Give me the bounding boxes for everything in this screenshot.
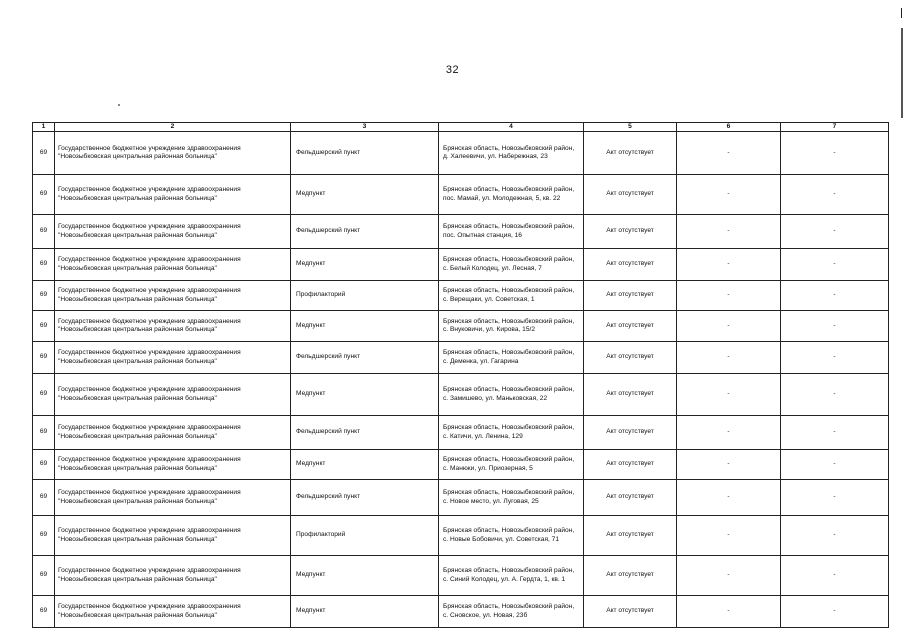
organization-cell: Государственное бюджетное учреждение здравоохранения "Новозыбковская центральная районная больница" xyxy=(55,311,291,342)
address-cell: Брянская область, Новозыбковский район, с. Сновское, ул. Новая, 23б xyxy=(439,596,584,628)
address-cell: Брянская область, Новозыбковский район, с. Внуковичи, ул. Кирова, 15/2 xyxy=(439,311,584,342)
column-7-cell: - xyxy=(781,132,889,175)
table-row xyxy=(33,374,889,416)
address-cell: Брянская область, Новозыбковский район, с. Манюки, ул. Приозерная, 5 xyxy=(439,450,584,480)
table-body xyxy=(33,132,889,628)
act-status-cell: Акт отсутствует xyxy=(584,450,677,480)
facility-type-cell: Медпункт xyxy=(291,175,439,215)
page-number: 32 xyxy=(445,64,460,76)
act-status-cell: Акт отсутствует xyxy=(584,281,677,311)
organization-cell: Государственное бюджетное учреждение здравоохранения "Новозыбковская центральная районная больница" xyxy=(55,450,291,480)
column-header-2: 2 xyxy=(55,123,291,132)
act-status-cell: Акт отсутствует xyxy=(584,556,677,596)
organization-cell: Государственное бюджетное учреждение здравоохранения "Новозыбковская центральная районная больница" xyxy=(55,416,291,450)
facility-type-cell: Медпункт xyxy=(291,556,439,596)
organization-cell: Государственное бюджетное учреждение здравоохранения "Новозыбковская центральная районная больница" xyxy=(55,596,291,628)
act-status-cell: Акт отсутствует xyxy=(584,342,677,374)
organization-cell: Государственное бюджетное учреждение здравоохранения "Новозыбковская центральная районная больница" xyxy=(55,374,291,416)
facility-type-cell: Фельдшерский пункт xyxy=(291,342,439,374)
column-header-6: 6 xyxy=(677,123,781,132)
column-6-cell: - xyxy=(677,311,781,342)
column-6-cell: - xyxy=(677,342,781,374)
organization-cell: Государственное бюджетное учреждение здравоохранения "Новозыбковская центральная районная больница" xyxy=(55,215,291,249)
row-number-cell: 69 xyxy=(33,416,55,450)
address-cell: Брянская область, Новозыбковский район, д. Халеевичи, ул. Набережная, 23 xyxy=(439,132,584,175)
facility-type-cell: Фельдшерский пункт xyxy=(291,132,439,175)
table-row xyxy=(33,342,889,374)
column-7-cell: - xyxy=(781,450,889,480)
act-status-cell: Акт отсутствует xyxy=(584,215,677,249)
table-row xyxy=(33,480,889,516)
act-status-cell: Акт отсутствует xyxy=(584,416,677,450)
address-cell: Брянская область, Новозыбковский район, пос. Мамай, ул. Молодежная, 5, кв. 22 xyxy=(439,175,584,215)
row-number-cell: 69 xyxy=(33,132,55,175)
table-row xyxy=(33,281,889,311)
organization-cell: Государственное бюджетное учреждение здравоохранения "Новозыбковская центральная районная больница" xyxy=(55,132,291,175)
column-header-3: 3 xyxy=(291,123,439,132)
act-status-cell: Акт отсутствует xyxy=(584,249,677,281)
table-row xyxy=(33,516,889,556)
column-7-cell: - xyxy=(781,311,889,342)
row-number-cell: 69 xyxy=(33,516,55,556)
facility-type-cell: Медпункт xyxy=(291,450,439,480)
facility-type-cell: Медпункт xyxy=(291,374,439,416)
table-row xyxy=(33,416,889,450)
column-7-cell: - xyxy=(781,556,889,596)
address-cell: Брянская область, Новозыбковский район, пос. Опытная станция, 16 xyxy=(439,215,584,249)
facility-type-cell: Медпункт xyxy=(291,249,439,281)
column-6-cell: - xyxy=(677,215,781,249)
organization-cell: Государственное бюджетное учреждение здравоохранения "Новозыбковская центральная районная больница" xyxy=(55,249,291,281)
column-7-cell: - xyxy=(781,480,889,516)
organization-cell: Государственное бюджетное учреждение здравоохранения "Новозыбковская центральная районная больница" xyxy=(55,480,291,516)
table-row xyxy=(33,556,889,596)
column-6-cell: - xyxy=(677,416,781,450)
address-cell: Брянская область, Новозыбковский район, с. Замишево, ул. Маньковская, 22 xyxy=(439,374,584,416)
address-cell: Брянская область, Новозыбковский район, с. Новое место, ул. Луговая, 25 xyxy=(439,480,584,516)
column-6-cell: - xyxy=(677,480,781,516)
row-number-cell: 69 xyxy=(33,450,55,480)
table-row xyxy=(33,450,889,480)
column-7-cell: - xyxy=(781,281,889,311)
column-7-cell: - xyxy=(781,215,889,249)
address-cell: Брянская область, Новозыбковский район, с. Катичи, ул. Ленина, 129 xyxy=(439,416,584,450)
organization-cell: Государственное бюджетное учреждение здравоохранения "Новозыбковская центральная районная больница" xyxy=(55,342,291,374)
column-6-cell: - xyxy=(677,374,781,416)
column-6-cell: - xyxy=(677,281,781,311)
column-6-cell: - xyxy=(677,132,781,175)
column-7-cell: - xyxy=(781,249,889,281)
column-7-cell: - xyxy=(781,516,889,556)
facility-type-cell: Профилакторий xyxy=(291,516,439,556)
row-number-cell: 69 xyxy=(33,175,55,215)
act-status-cell: Акт отсутствует xyxy=(584,132,677,175)
organization-cell: Государственное бюджетное учреждение здравоохранения "Новозыбковская центральная районная больница" xyxy=(55,281,291,311)
act-status-cell: Акт отсутствует xyxy=(584,516,677,556)
table-row xyxy=(33,175,889,215)
row-number-cell: 69 xyxy=(33,556,55,596)
act-status-cell: Акт отсутствует xyxy=(584,480,677,516)
table-row xyxy=(33,311,889,342)
facility-type-cell: Фельдшерский пункт xyxy=(291,416,439,450)
row-number-cell: 69 xyxy=(33,281,55,311)
column-7-cell: - xyxy=(781,596,889,628)
facility-type-cell: Медпункт xyxy=(291,311,439,342)
act-status-cell: Акт отсутствует xyxy=(584,311,677,342)
organization-cell: Государственное бюджетное учреждение здравоохранения "Новозыбковская центральная районная больница" xyxy=(55,175,291,215)
column-7-cell: - xyxy=(781,175,889,215)
column-7-cell: - xyxy=(781,342,889,374)
column-header-5: 5 xyxy=(584,123,677,132)
act-status-cell: Акт отсутствует xyxy=(584,175,677,215)
facility-type-cell: Фельдшерский пункт xyxy=(291,215,439,249)
address-cell: Брянская область, Новозыбковский район, с. Синий Колодец, ул. А. Гердта, 1, кв. 1 xyxy=(439,556,584,596)
column-6-cell: - xyxy=(677,556,781,596)
row-number-cell: 69 xyxy=(33,249,55,281)
scan-speck xyxy=(118,104,120,106)
header-row xyxy=(33,123,889,132)
column-header-7: 7 xyxy=(781,123,889,132)
row-number-cell: 69 xyxy=(33,215,55,249)
column-header-4: 4 xyxy=(439,123,584,132)
row-number-cell: 69 xyxy=(33,480,55,516)
column-6-cell: - xyxy=(677,175,781,215)
table-row xyxy=(33,132,889,175)
address-cell: Брянская область, Новозыбковский район, с. Белый Колодец, ул. Лесная, 7 xyxy=(439,249,584,281)
column-6-cell: - xyxy=(677,249,781,281)
facility-type-cell: Медпункт xyxy=(291,596,439,628)
column-header-1: 1 xyxy=(33,123,55,132)
organization-cell: Государственное бюджетное учреждение здравоохранения "Новозыбковская центральная районная больница" xyxy=(55,556,291,596)
table-row xyxy=(33,249,889,281)
row-number-cell: 69 xyxy=(33,342,55,374)
facilities-table xyxy=(32,122,889,628)
column-7-cell: - xyxy=(781,374,889,416)
column-7-cell: - xyxy=(781,416,889,450)
facility-type-cell: Профилакторий xyxy=(291,281,439,311)
organization-cell: Государственное бюджетное учреждение здравоохранения "Новозыбковская центральная районная больница" xyxy=(55,516,291,556)
column-6-cell: - xyxy=(677,450,781,480)
address-cell: Брянская область, Новозыбковский район, с. Верещаки, ул. Советская, 1 xyxy=(439,281,584,311)
act-status-cell: Акт отсутствует xyxy=(584,374,677,416)
row-number-cell: 69 xyxy=(33,374,55,416)
row-number-cell: 69 xyxy=(33,596,55,628)
act-status-cell: Акт отсутствует xyxy=(584,596,677,628)
table-row xyxy=(33,215,889,249)
row-number-cell: 69 xyxy=(33,311,55,342)
address-cell: Брянская область, Новозыбковский район, с. Деменка, ул. Гагарина xyxy=(439,342,584,374)
column-6-cell: - xyxy=(677,516,781,556)
scan-edge-mark xyxy=(901,8,902,18)
address-cell: Брянская область, Новозыбковский район, с. Новые Бобовичи, ул. Советская, 71 xyxy=(439,516,584,556)
facility-type-cell: Фельдшерский пункт xyxy=(291,480,439,516)
table-row xyxy=(33,596,889,628)
column-6-cell: - xyxy=(677,596,781,628)
